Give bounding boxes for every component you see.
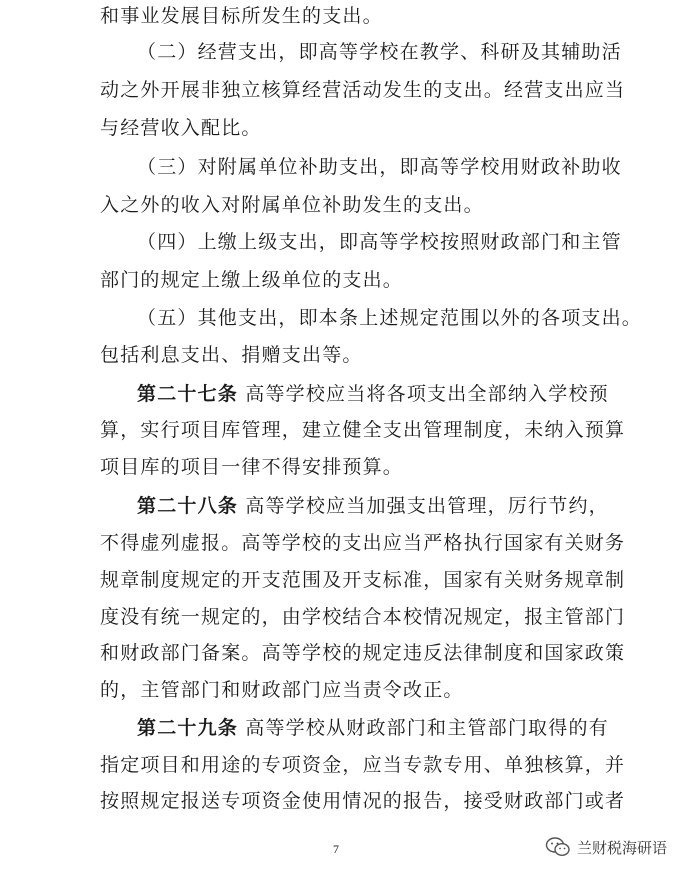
text-line: 规章制度规定的开支范围及开支标准，国家有关财务规章制 [100, 569, 626, 591]
text-line: 动之外开展非独立核算经营活动发生的支出。经营支出应当 [100, 79, 626, 101]
article-heading-line: 第二十七条 高等学校应当将各项支出全部纳入学校预 [137, 383, 609, 405]
article-heading-line: 第二十八条 高等学校应当加强支出管理，厉行节约， [137, 495, 609, 517]
text-line: 项目库的项目一律不得安排预算。 [100, 456, 404, 478]
text-line: （二）经营支出，即高等学校在教学、科研及其辅助活 [137, 41, 622, 63]
text-line: 指定项目和用途的专项资金，应当专款专用、单独核算，并 [100, 754, 626, 776]
article-label: 第二十七条 [137, 383, 239, 405]
text-line: 与经营收入配比。 [100, 117, 262, 139]
wechat-icon [545, 836, 571, 858]
watermark [545, 836, 667, 858]
watermark-text: 兰财税海研语 [576, 838, 667, 857]
text-line: 的，主管部门和财政部门应当责令改正。 [100, 679, 464, 701]
text-line: 不得虚列虚报。高等学校的支出应当严格执行国家有关财务 [100, 532, 626, 554]
text-line: 和事业发展目标所发生的支出。 [100, 5, 383, 27]
text-line: 算，实行项目库管理，建立健全支出管理制度，未纳入预算 [100, 419, 626, 441]
text-line: 和财政部门备案。高等学校的规定违反法律制度和国家政策 [100, 642, 626, 664]
article-heading-line: 第二十九条 高等学校从财政部门和主管部门取得的有 [137, 717, 609, 739]
text-line: 按照规定报送专项资金使用情况的报告，接受财政部门或者 [100, 790, 626, 812]
text-line: 部门的规定上缴上级单位的支出。 [100, 269, 404, 291]
text-line: 包括利息支出、捐赠支出等。 [100, 344, 363, 366]
text-line: 度没有统一规定的，由学校结合本校情况规定，报主管部门 [100, 606, 626, 628]
page-number: 7 [333, 842, 339, 856]
text-line: （四）上缴上级支出，即高等学校按照财政部门和主管 [137, 231, 622, 253]
article-label: 第二十八条 [137, 495, 239, 517]
text-line: （五）其他支出，即本条上述规定范围以外的各项支出。 [137, 307, 643, 329]
text-line: 入之外的收入对附属单位补助发生的支出。 [100, 194, 484, 216]
text-line: （三）对附属单位补助支出，即高等学校用财政补助收 [137, 156, 622, 178]
article-label: 第二十九条 [137, 717, 239, 739]
